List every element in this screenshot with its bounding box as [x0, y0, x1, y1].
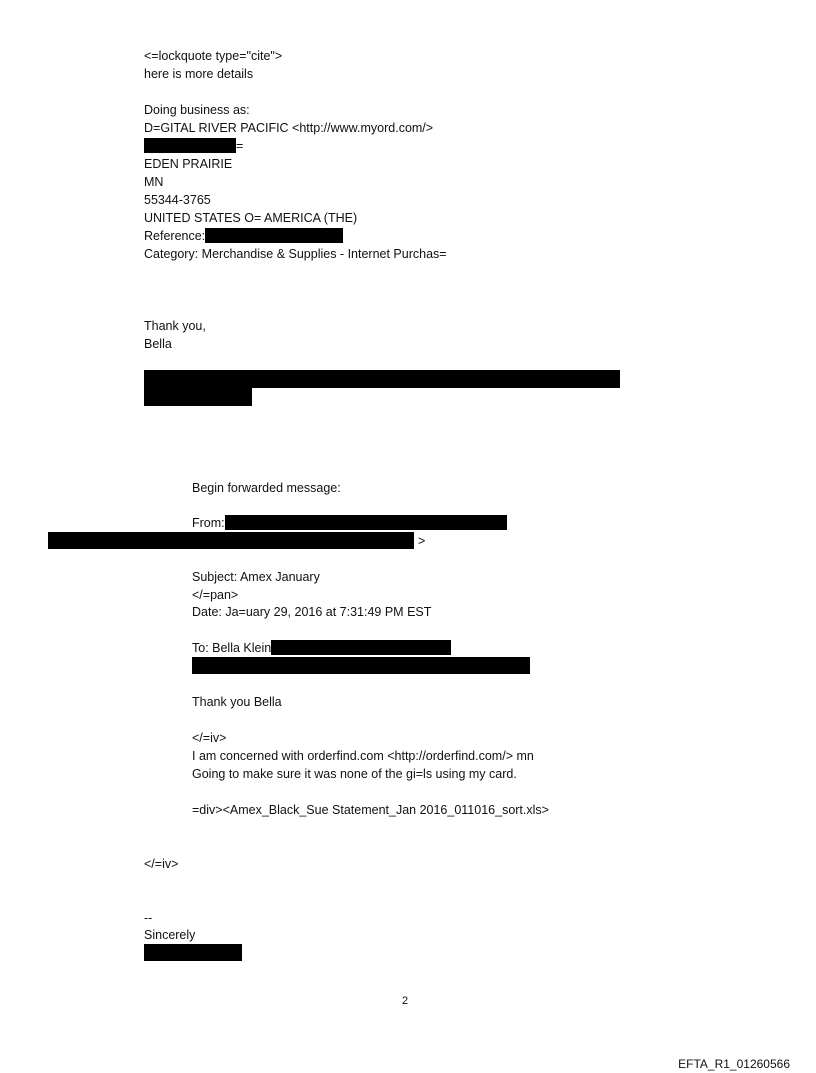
subject-line: Subject: Amex January [192, 570, 320, 584]
from-trailing: > [418, 534, 426, 548]
intro-line: here is more details [144, 67, 254, 81]
merchant-line: D=GITAL RIVER PACIFIC <http://www.myord.com/> [144, 121, 434, 135]
from-line [192, 515, 507, 532]
sincerely-line: Sincerely [144, 928, 196, 942]
bates-number: EFTA_R1_01260566 [678, 1057, 790, 1071]
check-line: Going to make sure it was none of the gi=ls using my card. [192, 767, 517, 781]
forward-header: Begin forwarded message: [192, 481, 341, 495]
category-line: Category: Merchandise & Supplies - Internet Purchas= [144, 247, 447, 261]
blockquote-tag: <=lockquote type="cite"> [144, 49, 283, 63]
from-label: From: [192, 516, 225, 530]
redaction-bar [271, 640, 451, 655]
dba-label: Doing business as: [144, 103, 250, 117]
redaction-bar [48, 532, 414, 549]
zip-line: 55344-3765 [144, 193, 211, 207]
body-thanks: Thank you Bella [192, 695, 282, 709]
redaction-bar [144, 388, 252, 406]
thanks-line: Thank you, [144, 319, 206, 333]
redaction-bar [225, 515, 507, 530]
state-line: MN [144, 175, 164, 189]
reference-label: Reference: [144, 229, 206, 243]
redaction-bar [144, 370, 620, 388]
redaction-bar [205, 228, 343, 243]
redaction-bar [144, 138, 236, 153]
signature-dashes: -- [144, 911, 153, 925]
date-line: Date: Ja=uary 29, 2016 at 7:31:49 PM EST [192, 605, 432, 619]
signer-name: Bella [144, 337, 172, 351]
to-label: To: Bella Klein [192, 641, 272, 655]
attachment-line: =div><Amex_Black_Sue Statement_Jan 2016_011016_sort.xls> [192, 803, 549, 817]
redaction-bar [192, 657, 530, 674]
city-line: EDEN PRAIRIE [144, 157, 233, 171]
span-tag: </=pan> [192, 588, 239, 602]
redacted-line [144, 138, 243, 155]
country-line: UNITED STATES O= AMERICA (THE) [144, 211, 358, 225]
concern-line: I am concerned with orderfind.com <http://orderfind.com/> mn [192, 749, 534, 763]
redacted-suffix: = [236, 139, 244, 153]
page-number: 2 [402, 995, 409, 1007]
reference-line [144, 228, 343, 245]
div-close-tag: </=iv> [144, 857, 179, 871]
div-close-tag: </=iv> [192, 731, 227, 745]
to-line [192, 640, 451, 657]
redaction-bar [144, 944, 242, 961]
